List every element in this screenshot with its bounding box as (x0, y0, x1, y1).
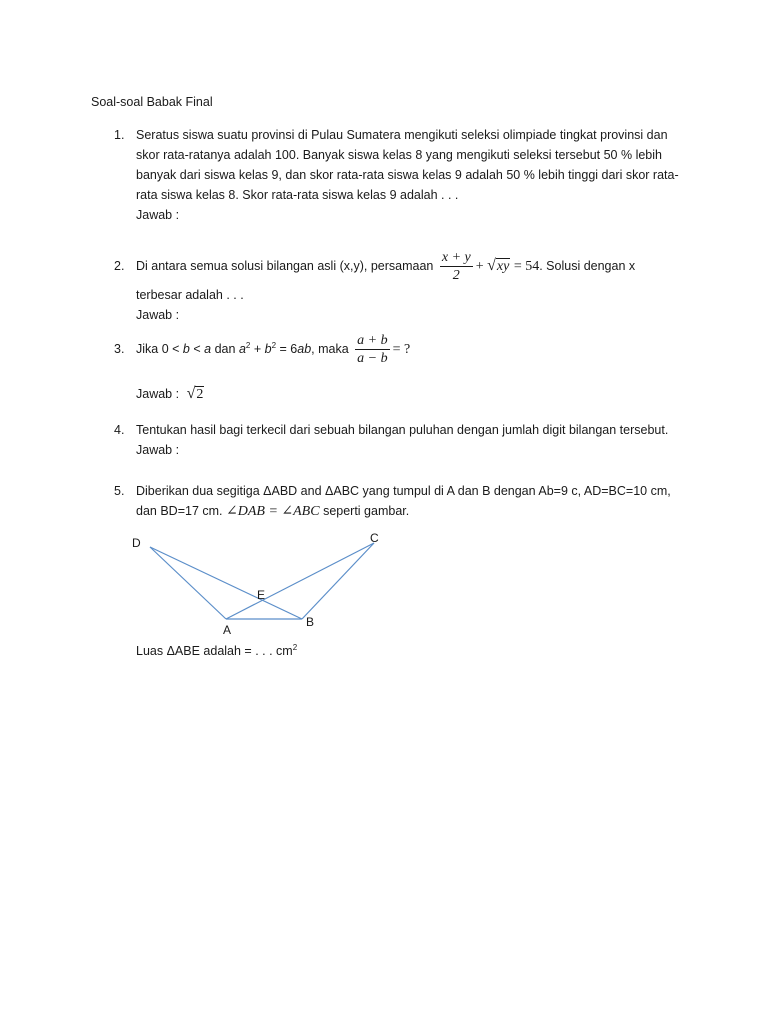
sqrt-xy: √xy (487, 257, 510, 274)
cm-exponent: 2 (292, 643, 298, 652)
angle-expression: ∠DAB = ∠ABC (226, 504, 320, 519)
question-2-line-2: terbesar adalah . . . (136, 288, 244, 302)
segment-DA (150, 547, 226, 619)
label-C: C (370, 531, 379, 545)
question-number: 2. (114, 259, 125, 273)
question-number: 5. (114, 484, 125, 498)
fraction-x-plus-y-over-2: $\frac{x + y}{2}$ (441, 250, 471, 284)
triangle-figure (130, 530, 390, 640)
question-1-line-3: banyak dari siswa kelas 9, dan skor rata-rata siswa kelas 9 adalah 50 % lebih tinggi dari skor rata- (136, 168, 679, 182)
label-A: A (223, 623, 232, 637)
question-1-answer: Jawab : (136, 208, 180, 222)
question-3-answer: Jawab : √2 (136, 384, 696, 405)
question-1-line-2: skor rata-ratanya adalah 100. Banyak siswa kelas 8 yang mengikuti seleksi tersebut 50 % lebih (136, 148, 662, 162)
luas-text: Luas ΔABE adalah = . . . cm (136, 644, 293, 658)
question-1-line-1: Seratus siswa suatu provinsi di Pulau Sumatera mengikuti seleksi olimpiade tingkat provinsi dan (136, 128, 668, 142)
question-5-line-2: dan BD=17 cm. ∠DAB = ∠ABC seperti gambar. (136, 504, 410, 519)
segment-BC (302, 543, 374, 619)
question-2-text: Di antara semua solusi bilangan asli (x,y), persamaan (136, 259, 434, 273)
label-E: E (257, 588, 266, 602)
question-2-text-after: . Solusi dengan x (539, 259, 636, 273)
page-title: Soal-soal Babak Final (91, 95, 213, 109)
question-number: 4. (114, 423, 125, 437)
question-4-line-1: Tentukan hasil bagi terkecil dari sebuah bilangan puluhan dengan jumlah digit bilangan tersebut. (136, 423, 669, 437)
equals-54: = 54 (513, 259, 540, 274)
question-number: 1. (114, 128, 125, 142)
fraction-a-plus-b-over-a-minus-b: $\frac{a + b}{a - b}$ (357, 333, 388, 367)
segment-DB (150, 547, 302, 619)
question-5-line-1: Diberikan dua segitiga ΔABD and ΔABC yang tumpul di A dan B dengan Ab=9 c, AD=BC=10 cm, (136, 484, 671, 498)
document-page: Soal-soal Babak Final 1. Seratus siswa suatu provinsi di Pulau Sumatera mengikuti seleksi olimpiade tingkat provinsi dan skor rata-ratanya adalah 100. Banyak siswa kelas 8 yang mengikuti seleksi tersebut 50 % lebih banyak dari siswa kelas 9, dan skor rata-rata siswa kelas 9 adalah 50 % lebih tinggi dari skor rata- rata siswa kelas 8. Skor rata-rata siswa kelas 9 adalah . . . Jawab : 2. Di antara semua solusi bilangan asli (x,y), persamaan $\frac{x + y}{2}$ + √xy = 54. Solusi dengan x terbesar adalah . . . Jawab : 3. Jika 0 < b < a dan $a^2 + b^2 = 6ab$, maka $\frac{a + b}{a - b}$ = ? Jawab : √2 4. Tentukan hasil bagi terkecil dari sebuah bilangan puluhan dengan jumlah digit bilangan tersebut. Jawab : 5. Diberikan dua segitiga ΔABD and ΔABC yang tumpul di A dan B dengan Ab=9 c, AD=BC=10 cm, dan BD=17 cm. ∠DAB = ∠ABC seperti gambar. D C E A B Luas ΔABE adalah = . . . $cm^2$ (0, 0, 768, 1024)
segment-AC (226, 543, 374, 619)
question-2-answer: Jawab : (136, 308, 180, 322)
sqrt-2: √2 (186, 385, 204, 402)
label-B: B (306, 615, 315, 629)
triangle-diagram (130, 530, 390, 646)
question-1-line-4: rata siswa kelas 8. Skor rata-rata siswa kelas 9 adalah . . . (136, 188, 459, 202)
question-number: 3. (114, 342, 125, 356)
label-D: D (132, 536, 141, 550)
question-4-answer: Jawab : (136, 443, 180, 457)
